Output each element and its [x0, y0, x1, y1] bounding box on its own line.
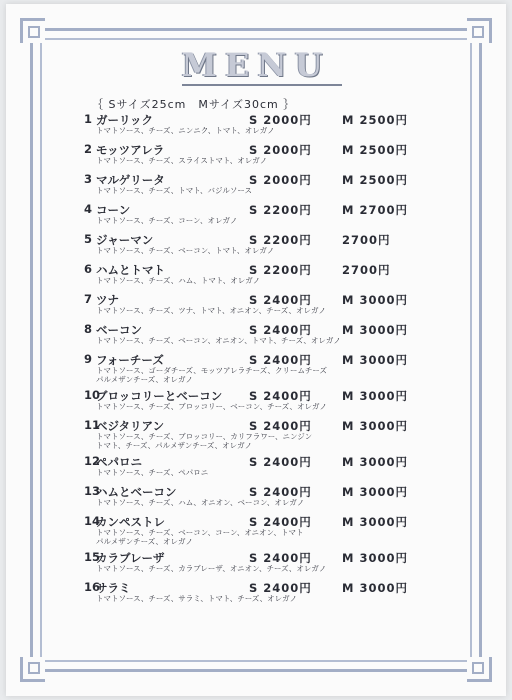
- item-name: コーン: [96, 203, 131, 217]
- menu-item: [84, 418, 444, 450]
- menu-item: [84, 322, 444, 345]
- price-medium: M 2500円: [342, 113, 408, 127]
- menu-item-row: [84, 352, 444, 366]
- price-small: S 2400円: [249, 551, 312, 565]
- item-number: 1: [84, 112, 93, 126]
- item-name: ガーリック: [96, 113, 154, 127]
- item-name: マルゲリータ: [96, 173, 165, 187]
- item-number: 7: [84, 292, 93, 306]
- price-small: S 2200円: [249, 263, 312, 277]
- price-medium: M 2500円: [342, 143, 408, 157]
- price-small: S 2400円: [249, 323, 312, 337]
- price-small: S 2200円: [249, 233, 312, 247]
- menu-item: [84, 292, 444, 315]
- price-medium: M 3000円: [342, 323, 408, 337]
- item-name: ベーコン: [96, 323, 142, 337]
- item-ingredients: トマトソース、チーズ、ニンニク、トマト、オレガノ: [96, 126, 275, 135]
- menu-item: [84, 484, 444, 507]
- menu-item-row: [84, 322, 444, 336]
- item-ingredients: パルメザンチーズ、オレガノ: [96, 537, 193, 546]
- price-medium: M 3000円: [342, 551, 408, 565]
- item-name: フォーチーズ: [96, 353, 164, 367]
- menu-item-row: [84, 112, 444, 126]
- menu-item: [84, 172, 444, 195]
- menu-item-row: [84, 202, 444, 216]
- size-legend: ｛ Sサイズ25cm Mサイズ30cm ｝: [92, 98, 296, 111]
- item-name: ペパロニ: [96, 455, 142, 469]
- item-name: ベジタリアン: [96, 419, 165, 433]
- menu-item: [84, 142, 444, 165]
- item-ingredients: トマト、チーズ、パルメザンチーズ、オレガノ: [96, 441, 253, 450]
- item-name: カラブレーザ: [96, 551, 165, 565]
- item-name: ジャーマン: [96, 233, 154, 247]
- corner-square-top-right: [472, 26, 484, 38]
- corner-square-top-left: [28, 26, 40, 38]
- item-number: 4: [84, 202, 93, 216]
- item-name: ツナ: [96, 293, 119, 307]
- menu-item-row: [84, 388, 444, 402]
- price-medium: 2700円: [342, 263, 391, 277]
- item-number: 13: [84, 484, 101, 498]
- item-ingredients: トマトソース、チーズ、ハム、トマト、オレガノ: [96, 276, 261, 285]
- price-small: S 2000円: [249, 143, 312, 157]
- menu-item: [84, 550, 444, 573]
- price-medium: M 2700円: [342, 203, 408, 217]
- menu-item: [84, 112, 444, 135]
- item-number: 15: [84, 550, 101, 564]
- price-medium: M 3000円: [342, 581, 408, 595]
- menu-item: [84, 388, 444, 411]
- item-number: 14: [84, 514, 101, 528]
- title-underline: [182, 84, 342, 86]
- menu-item-row: [84, 418, 444, 432]
- price-medium: M 3000円: [342, 293, 408, 307]
- price-small: S 2400円: [249, 353, 312, 367]
- item-name: ハムとトマト: [96, 263, 165, 277]
- menu-page: [6, 4, 506, 696]
- item-ingredients: トマトソース、チーズ、ベーコン、トマト、オレガノ: [96, 246, 275, 255]
- item-name: ブロッコリーとベーコン: [96, 389, 223, 403]
- item-ingredients: トマトソース、チーズ、トマト、バジルソース: [96, 186, 252, 195]
- menu-item-row: [84, 292, 444, 306]
- menu-item: [84, 202, 444, 225]
- item-ingredients: トマトソース、チーズ、ブロッコリー、ベーコン、チーズ、オレガノ: [96, 402, 327, 411]
- item-number: 5: [84, 232, 93, 246]
- item-ingredients: トマトソース、チーズ、ベーコン、オニオン、トマト、チーズ、オレガノ: [96, 336, 341, 345]
- price-small: S 2400円: [249, 389, 312, 403]
- item-ingredients: トマトソース、チーズ、ツナ、トマト、オニオン、チーズ、オレガノ: [96, 306, 326, 315]
- price-small: S 2400円: [249, 515, 312, 529]
- price-medium: M 3000円: [342, 353, 408, 367]
- menu-item: [84, 580, 444, 603]
- menu-item-row: [84, 580, 444, 594]
- price-medium: M 3000円: [342, 389, 408, 403]
- menu-list: [84, 112, 444, 610]
- item-ingredients: トマトソース、チーズ、ハム、オニオン、ベーコン、オレガノ: [96, 498, 305, 507]
- item-ingredients: トマトソース、チーズ、ブロッコリー、カリフラワー、ニンジン: [96, 432, 313, 441]
- menu-item-row: [84, 232, 444, 246]
- price-small: S 2400円: [249, 581, 312, 595]
- item-number: 9: [84, 352, 93, 366]
- item-number: 16: [84, 580, 101, 594]
- price-medium: M 3000円: [342, 419, 408, 433]
- menu-item-row: [84, 454, 444, 468]
- menu-item-row: [84, 550, 444, 564]
- item-name: ハムとベーコン: [96, 485, 177, 499]
- price-small: S 2200円: [249, 203, 312, 217]
- item-number: 6: [84, 262, 93, 276]
- item-number: 8: [84, 322, 93, 336]
- item-name: カンペストレ: [96, 515, 165, 529]
- menu-item-row: [84, 142, 444, 156]
- price-small: S 2400円: [249, 485, 312, 499]
- corner-square-bottom-left: [28, 662, 40, 674]
- price-medium: M 3000円: [342, 485, 408, 499]
- item-ingredients: トマトソース、チーズ、コーン、オレガノ: [96, 216, 238, 225]
- item-ingredients: トマトソース、チーズ、スライストマト、オレガノ: [96, 156, 268, 165]
- price-medium: 2700円: [342, 233, 391, 247]
- price-medium: M 3000円: [342, 455, 408, 469]
- item-number: 2: [84, 142, 93, 156]
- menu-item: [84, 514, 444, 546]
- item-ingredients: トマトソース、チーズ、ペパロニ: [96, 468, 209, 477]
- item-ingredients: トマトソース、ゴーダチーズ、モッツアレラチーズ、クリームチーズ: [96, 366, 327, 375]
- item-ingredients: トマトソース、チーズ、ベーコン、コーン、オニオン、トマト: [96, 528, 304, 537]
- item-number: 10: [84, 388, 101, 402]
- menu-item: [84, 262, 444, 285]
- item-number: 12: [84, 454, 101, 468]
- price-small: S 2400円: [249, 293, 312, 307]
- menu-item: [84, 352, 444, 384]
- price-small: S 2000円: [249, 113, 312, 127]
- menu-item: [84, 454, 444, 477]
- menu-item: [84, 232, 444, 255]
- item-ingredients: パルメザンチーズ、オレガノ: [96, 375, 193, 384]
- corner-square-bottom-right: [472, 662, 484, 674]
- price-small: S 2400円: [249, 419, 312, 433]
- menu-item-row: [84, 172, 444, 186]
- price-medium: M 3000円: [342, 515, 408, 529]
- price-small: S 2400円: [249, 455, 312, 469]
- menu-title: MENU: [181, 46, 331, 84]
- item-number: 11: [84, 418, 101, 432]
- item-name: モッツアレラ: [96, 143, 165, 157]
- price-small: S 2000円: [249, 173, 312, 187]
- item-ingredients: トマトソース、チーズ、サラミ、トマト、チーズ、オレガノ: [96, 594, 298, 603]
- item-number: 3: [84, 172, 93, 186]
- menu-item-row: [84, 514, 444, 528]
- item-ingredients: トマトソース、チーズ、カラブレーザ、オニオン、チーズ、オレガノ: [96, 564, 327, 573]
- menu-item-row: [84, 262, 444, 276]
- price-medium: M 2500円: [342, 173, 408, 187]
- item-name: サラミ: [96, 581, 131, 595]
- menu-item-row: [84, 484, 444, 498]
